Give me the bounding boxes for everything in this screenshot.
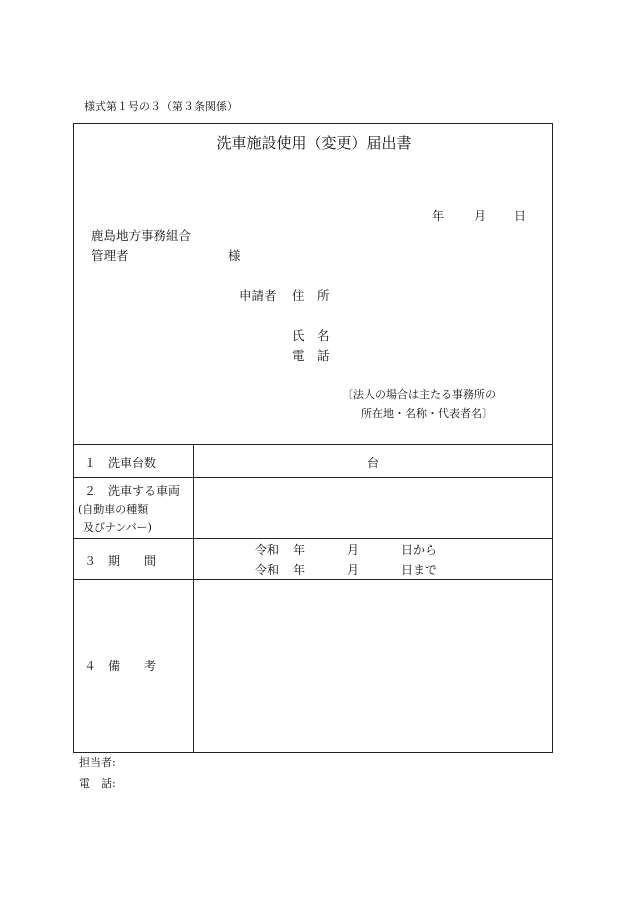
period-end-era: 令和 xyxy=(255,563,280,577)
period-start-year: 年 xyxy=(293,543,306,557)
applicant-label: 申請者 xyxy=(239,288,277,303)
recipient-role: 管理者 xyxy=(91,248,129,263)
vehicles-label: ２ 洗車する車両 xyxy=(84,484,181,498)
remarks-label: ４ 備 考 xyxy=(84,659,157,673)
period-start-day: 日から xyxy=(401,543,438,557)
period-end-month: 月 xyxy=(347,563,360,577)
applicant-phone-label: 電 話 xyxy=(292,348,330,363)
corporate-note-line1: 〔法人の場合は主たる事務所の xyxy=(342,388,496,401)
application-form xyxy=(73,123,553,753)
form-title: 洗車施設使用（変更）届出書 xyxy=(216,134,412,152)
car-count-label: １ 洗車台数 xyxy=(84,456,157,470)
applicant-name-label: 氏 名 xyxy=(292,328,330,343)
vehicles-sub-label-1: (自動車の種類 xyxy=(78,503,149,516)
period-label: ３ 期 間 xyxy=(84,554,157,568)
person-in-charge-label: 担当者: xyxy=(79,756,116,769)
row-divider-2 xyxy=(74,538,552,539)
date-year: 年 xyxy=(432,209,445,223)
period-start-era: 令和 xyxy=(255,543,280,557)
form-number: 様式第１号の３（第３条関係） xyxy=(84,100,238,113)
table-column-divider xyxy=(193,444,194,752)
vehicles-sub-label-2: 及びナンバー) xyxy=(83,521,152,534)
corporate-note-line2: 所在地・名称・代表者名〕 xyxy=(361,407,493,420)
period-start-month: 月 xyxy=(347,543,360,557)
period-end-year: 年 xyxy=(293,563,306,577)
car-count-unit: 台 xyxy=(367,456,380,470)
applicant-address-label: 住 所 xyxy=(292,288,330,303)
period-end-day: 日まで xyxy=(401,563,438,577)
table-top-border xyxy=(74,444,552,445)
date-month: 月 xyxy=(474,209,487,223)
contact-phone-label: 電 話: xyxy=(79,777,116,790)
row-divider-1 xyxy=(74,477,552,478)
recipient-honorific: 様 xyxy=(228,248,241,263)
recipient-organization: 鹿島地方事務組合 xyxy=(91,228,192,243)
row-divider-3 xyxy=(74,579,552,580)
date-day: 日 xyxy=(514,209,527,223)
